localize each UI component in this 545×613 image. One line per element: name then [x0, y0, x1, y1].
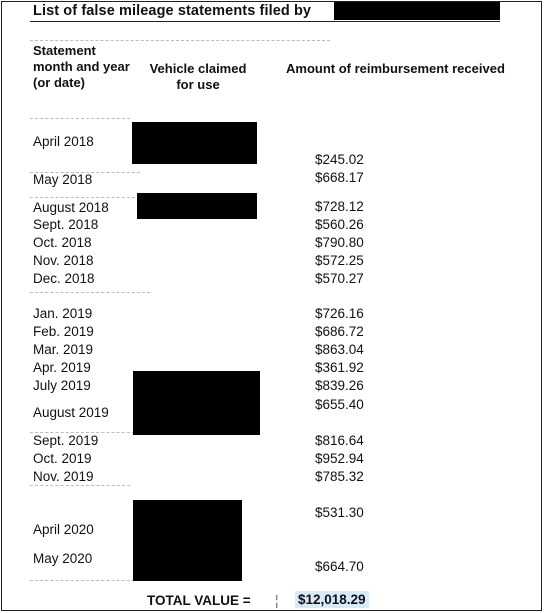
reimbursement-amount: $245.02 [315, 152, 364, 167]
statement-date: July 2019 [33, 378, 91, 393]
divider [30, 485, 130, 486]
divider [30, 118, 130, 119]
total-value: $12,018.29 [295, 591, 369, 608]
column-header-amount: Amount of reimbursement received [286, 61, 505, 76]
reimbursement-amount: $728.12 [315, 199, 364, 214]
redaction-block [133, 371, 260, 435]
column-header-statement-date-text: Statement month and year (or date) [33, 43, 130, 90]
reimbursement-amount: $726.16 [315, 306, 364, 321]
total-label: TOTAL VALUE = [147, 593, 251, 608]
statement-date: Mar. 2019 [33, 342, 94, 357]
reimbursement-amount: $785.32 [315, 469, 364, 484]
reimbursement-amount: $361.92 [315, 360, 364, 375]
statement-date: Sept. 2018 [33, 217, 99, 232]
reimbursement-amount: $816.64 [315, 433, 364, 448]
column-header-vehicle: Vehicle claimed for use [149, 61, 247, 92]
statement-date: Apr. 2019 [33, 360, 91, 375]
reimbursement-amount: $839.26 [315, 378, 364, 393]
divider [30, 292, 150, 293]
statement-date: Nov. 2018 [33, 253, 94, 268]
divider [30, 580, 150, 581]
reimbursement-amount: $531.30 [315, 505, 364, 520]
title-underline [30, 21, 500, 22]
column-header-statement-date [33, 43, 133, 91]
statement-date: May 2018 [33, 172, 93, 187]
statement-date: Feb. 2019 [33, 324, 94, 339]
redaction-block [132, 122, 257, 164]
statement-date: April 2020 [33, 522, 94, 537]
statement-date: Oct. 2019 [33, 451, 92, 466]
divider [30, 40, 330, 41]
redaction-block [133, 500, 242, 581]
document-title: List of false mileage statements filed by [33, 3, 312, 19]
reimbursement-amount: $655.40 [315, 397, 364, 412]
statement-date: Sept. 2019 [33, 433, 99, 448]
statement-date: August 2018 [33, 200, 109, 215]
total-separator: ¦ [275, 593, 279, 608]
redaction-block [334, 2, 500, 20]
reimbursement-amount: $863.04 [315, 342, 364, 357]
reimbursement-amount: $686.72 [315, 324, 364, 339]
statement-date: April 2018 [33, 134, 94, 149]
statement-date: August 2019 [33, 405, 109, 420]
statement-date: May 2020 [33, 551, 93, 566]
reimbursement-amount: $560.26 [315, 217, 364, 232]
statement-date: Oct. 2018 [33, 235, 92, 250]
divider [30, 197, 140, 198]
statement-date: Jan. 2019 [33, 306, 93, 321]
statement-date: Dec. 2018 [33, 271, 95, 286]
statement-date: Nov. 2019 [33, 469, 94, 484]
reimbursement-amount: $572.25 [315, 253, 364, 268]
reimbursement-amount: $952.94 [315, 451, 364, 466]
reimbursement-amount: $570.27 [315, 271, 364, 286]
reimbursement-amount: $790.80 [315, 235, 364, 250]
reimbursement-amount: $668.17 [315, 170, 364, 185]
reimbursement-amount: $664.70 [315, 559, 364, 574]
redaction-block [137, 193, 257, 219]
